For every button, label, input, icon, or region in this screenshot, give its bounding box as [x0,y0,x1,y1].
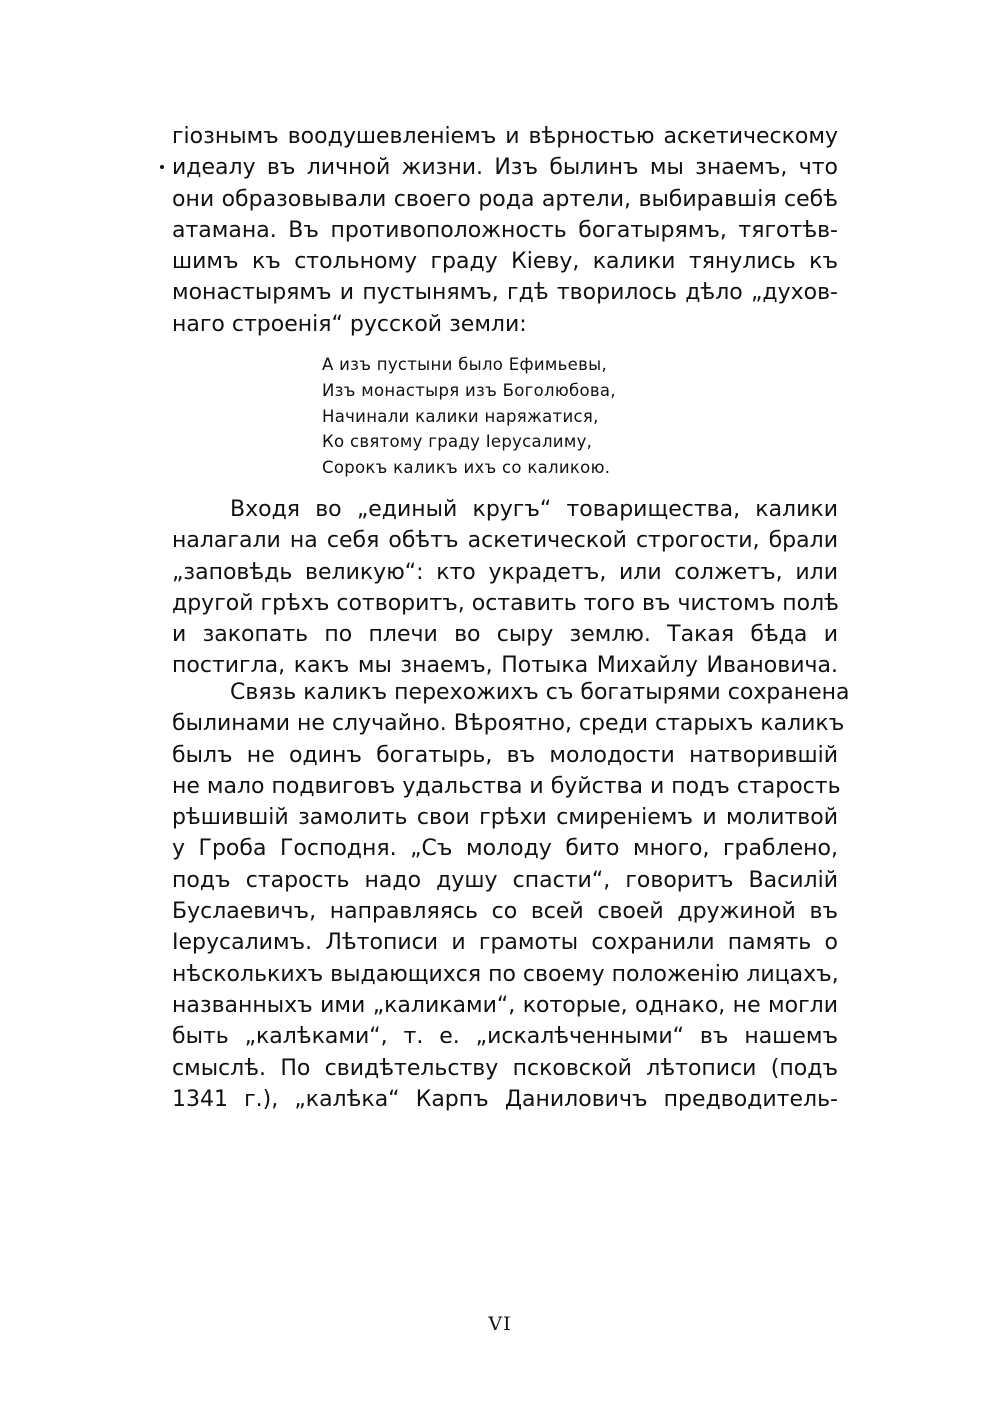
text-line: рѣшившій замолить свои грѣхи смиреніемъ и молитвой [172,805,838,831]
text-line: Буслаевичъ, направляясь со всей своей дружиной въ [172,899,838,925]
paragraph-2 [172,494,838,682]
text-line: быть „калѣками“, т. е. „искалѣченными“ въ нашемъ [172,1024,838,1050]
text-line: гіознымъ воодушевленіемъ и вѣрностью аскетическому [172,124,838,149]
text-line: другой грѣхъ сотворитъ, оставить того въ чистомъ полѣ [172,590,839,616]
text-line: шимъ къ стольному граду Кіеву, калики тянулись къ [172,249,838,275]
text-line: наго строенія“ русской земли: [172,311,527,337]
text-line: Іерусалимъ. Лѣтописи и грамоты сохранили память о [172,930,838,956]
text-line: и закопать по плечи во сыру землю. Такая бѣда и [172,622,838,648]
verse-line: Изъ монастыря изъ Боголюбова, [322,380,616,400]
text-line: не мало подвиговъ удальства и буйства и подъ старость [172,773,841,799]
verse-line: А изъ пустыни было Ефимьевы, [322,355,608,374]
text-line: Связь каликъ перехожихъ съ богатырями сохранена [230,680,850,705]
verse-line: Начинали калики наряжатися, [322,406,599,426]
verse-quote [322,352,682,481]
text-line: 1341 г.), „калѣка“ Карпъ Даниловичъ предводитель- [172,1086,838,1112]
text-line: подъ старость надо душу спасти“, говоритъ Василій [172,867,838,893]
text-line: былинами не случайно. Вѣроятно, среди старыхъ каликъ [172,711,845,737]
paragraph-1 [172,121,838,340]
verse-line: Сорокъ каликъ ихъ со каликою. [322,458,611,478]
text-line: названныхъ ими „каликами“, которые, однако, не могли [172,992,838,1018]
text-line: атамана. Въ противоположность богатырямъ, тяготѣв- [172,217,838,243]
text-line: идеалу въ личной жизни. Изъ былинъ мы знаемъ, что [172,155,838,181]
stray-ink-dot [160,165,164,169]
text-line: „заповѣдь великую“: кто украдетъ, или солжетъ, или [172,559,838,585]
paragraph-3 [172,677,850,1115]
text-line: нѣсколькихъ выдающихся по своему положенію лицахъ, [172,961,839,987]
text-line: былъ не одинъ богатырь, въ молодости натворившій [172,742,838,768]
text-line: смыслѣ. По свидѣтельству псковской лѣтописи (подъ [172,1055,838,1081]
text-line: у Гроба Господня. „Съ молоду бито много, граблено, [172,836,838,862]
text-line: Входя во „единый кругъ“ товарищества, калики [230,497,838,522]
text-line: они образовывали своего рода артели, выбиравшія себѣ [172,186,838,212]
text-line: налагали на себя обѣтъ аскетической строгости, брали [172,528,838,554]
text-line: монастырямъ и пустынямъ, гдѣ творилось дѣло „духов- [172,280,838,306]
text-line: постигла, какъ мы знаемъ, Потыка Михайлу Ивановича. [172,653,838,679]
verse-line: Ко святому граду Іерусалиму, [322,432,593,452]
page-number: VI [488,1313,512,1335]
